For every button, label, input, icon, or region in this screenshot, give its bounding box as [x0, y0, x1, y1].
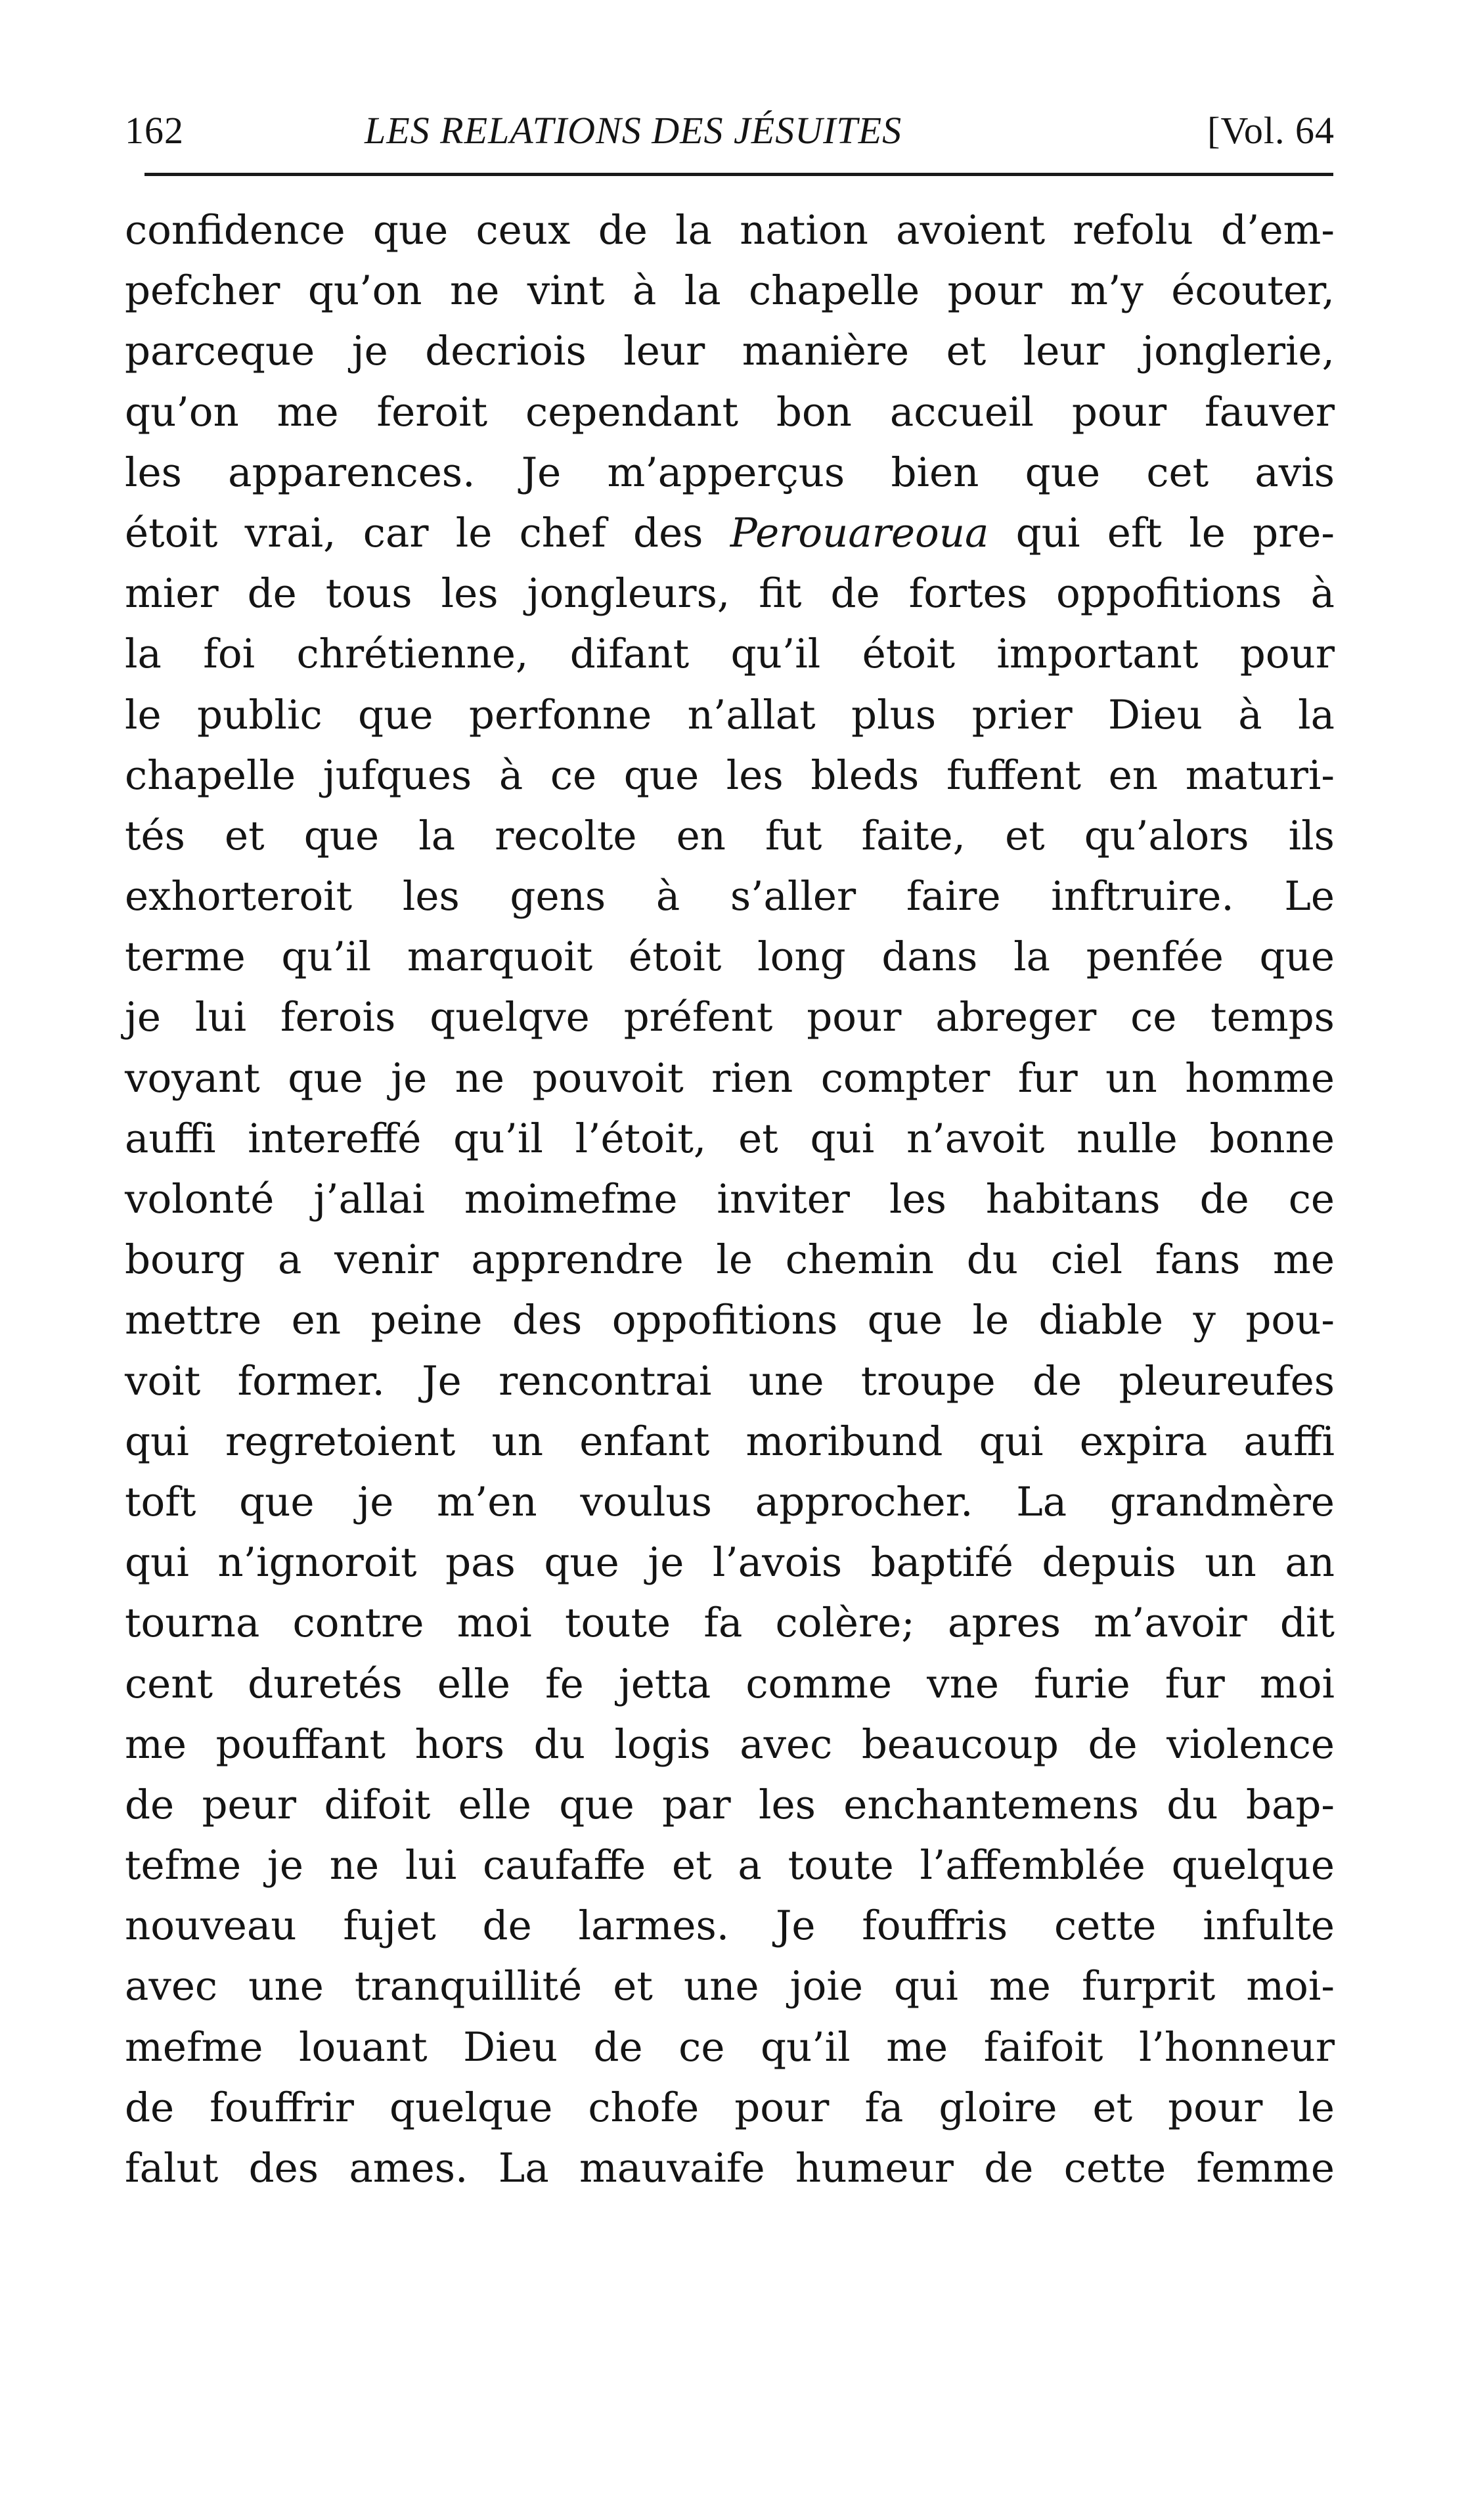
text-line: confidence que ceux de la nation avoient refolu d’em- [125, 207, 1335, 254]
text-line: chapelle jufques à ce que les bleds fuffent en maturi- [125, 752, 1335, 799]
text-line: le public que perfonne n’allat plus prier Dieu à la [125, 691, 1335, 738]
text-line: de peur difoit elle que par les enchantemens du bap- [125, 1781, 1335, 1828]
text-line: auffi intereffé qu’il l’étoit, et qui n’avoit nulle bonne [125, 1115, 1335, 1162]
running-title: LES RELATIONS DES JÉSUITES [365, 109, 902, 152]
text-line: nouveau fujet de larmes. Je fouffris cette infulte [125, 1902, 1335, 1950]
text-segment: étoit vrai, car le chef des [125, 509, 730, 556]
volume-label: [Vol. 64 [1207, 109, 1335, 152]
text-line: de fouffrir quelque chofe pour fa gloire et pour le [125, 2084, 1335, 2131]
text-line: parceque je decriois leur manière et leur jonglerie, [125, 328, 1335, 375]
text-line: mettre en peine des oppofitions que le diable y pou- [125, 1297, 1335, 1344]
text-line: avec une tranquillité et une joie qui me furprit moi- [125, 1963, 1335, 2010]
text-line: cent duretés elle fe jetta comme vne furie fur moi [125, 1660, 1335, 1707]
text-line: volonté j’allai moimefme inviter les habitans de ce [125, 1176, 1335, 1223]
header-rule [144, 173, 1333, 176]
text-line: qu’on me feroit cependant bon accueil pour fauver [125, 388, 1335, 436]
text-line: la foi chrétienne, difant qu’il étoit important pour [125, 631, 1335, 678]
italic-term: Perouareoua [730, 509, 989, 556]
text-line: je lui ferois quelqve préfent pour abreger ce temps [125, 994, 1335, 1041]
text-line: pefcher qu’on ne vint à la chapelle pour m’y écouter, [125, 267, 1335, 315]
text-line: toft que je m’en voulus approcher. La grandmère [125, 1478, 1335, 1525]
text-line: me pouffant hors du logis avec beaucoup de violence [125, 1721, 1335, 1768]
text-line: falut des ames. La mauvaife humeur de cette femme [125, 2145, 1335, 2192]
page-header [125, 102, 1335, 161]
text-line: exhorteroit les gens à s’aller faire inftruire. Le [125, 873, 1335, 920]
text-line: qui n’ignoroit pas que je l’avois baptifé depuis un an [125, 1539, 1335, 1586]
page-number: 162 [125, 109, 184, 152]
text-line: voit former. Je rencontrai une troupe de pleureufes [125, 1357, 1335, 1405]
text-line: bourg a venir apprendre le chemin du ciel fans me [125, 1236, 1335, 1284]
text-line: tefme je ne lui caufaffe et a toute l’affemblée quelque [125, 1842, 1335, 1889]
text-line: tés et que la recolte en fut faite, et qu’alors ils [125, 812, 1335, 859]
text-line: qui regretoient un enfant moribund qui expira auffi [125, 1418, 1335, 1465]
text-line-with-italic [125, 503, 1335, 564]
text-line: voyant que je ne pouvoit rien compter fur un homme [125, 1054, 1335, 1102]
text-line: mier de tous les jongleurs, fit de fortes oppofitions à [125, 570, 1335, 618]
text-line: terme qu’il marquoit étoit long dans la penfée que [125, 934, 1335, 981]
body-text [125, 200, 1335, 2199]
text-line: les apparences. Je m’apperçus bien que cet avis [125, 449, 1335, 496]
text-segment: qui eft le pre- [988, 509, 1335, 556]
text-line: mefme louant Dieu de ce qu’il me faifoit l’honneur [125, 2023, 1335, 2071]
text-line: tourna contre moi toute fa colère; apres m’avoir dit [125, 1600, 1335, 1647]
